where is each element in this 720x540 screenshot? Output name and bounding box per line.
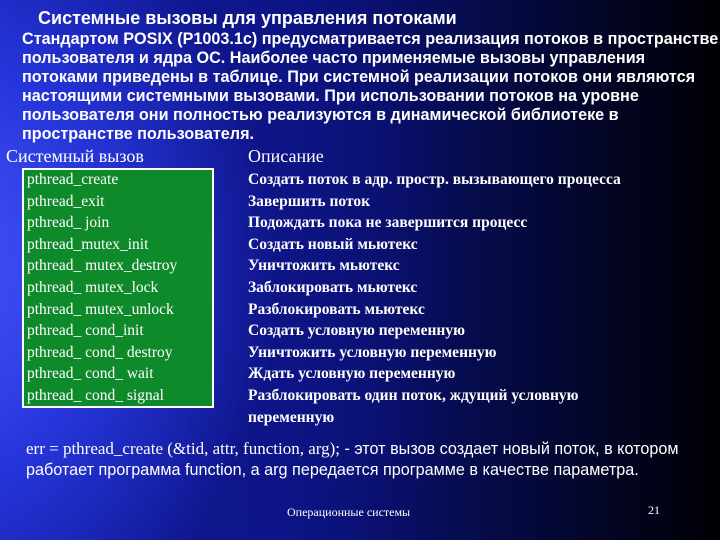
function-description: Создать новый мьютекс [248,235,418,253]
example-explanation: - этот вызов создает новый поток, в котором работает программа function, а arg передается программе в качестве параметра. [26,440,679,479]
function-description: Ждать условную переменную [248,365,456,383]
function-name: pthread_ join [27,214,110,232]
function-description: Подождать пока не завершится процесс [248,214,528,232]
function-description: Уничтожить мьютекс [248,257,400,275]
slide-title: Системные вызовы для управления потоками [38,8,457,28]
function-name: pthread_ mutex_destroy [27,257,178,275]
page-number: 21 [648,503,660,517]
example-paragraph [26,438,716,481]
example-code: err = pthread_create (&tid, attr, function, arg); [26,439,340,458]
function-description: Разблокировать мьютекс [248,300,425,318]
function-description: Уничтожить условную переменную [248,343,497,361]
function-description: Создать условную переменную [248,322,465,340]
function-list [27,169,177,407]
intro-paragraph: Стандартом POSIX (P1003.1c) предусматривается реализация потоков в пространстве пользователя и ядра ОС. Наиболее часто применяемые вызовы управления потоками приведены в таблице. При системной реализации потоков они являются настоящими системными вызовами. При использовании потоков на уровне пользователя они полностью реализуются в динамической библиотеке в пространстве пользователя. [22,30,719,143]
function-description: Разблокировать один поток, ждущий условную переменную [248,386,579,426]
function-name: pthread_ cond_init [27,322,144,340]
function-description: Завершить поток [248,192,371,210]
column-header-call: Системный вызов [6,146,144,166]
description-list [248,169,708,428]
function-name: pthread_mutex_init [27,235,149,253]
function-name: pthread_ cond_ destroy [27,343,173,361]
function-description: Создать поток в адр. простр. вызывающего процесса [248,171,621,188]
function-name: pthread_create [27,171,119,188]
function-name: pthread_ mutex_unlock [27,300,174,318]
function-name: pthread_ cond_ wait [27,365,154,383]
function-name: pthread_exit [27,192,105,210]
footer-course-title: Операционные системы [287,505,411,519]
column-header-description: Описание [248,146,324,166]
function-name: pthread_ mutex_lock [27,278,159,296]
function-name: pthread_ cond_ signal [27,386,164,404]
function-description: Заблокировать мьютекс [248,278,418,296]
